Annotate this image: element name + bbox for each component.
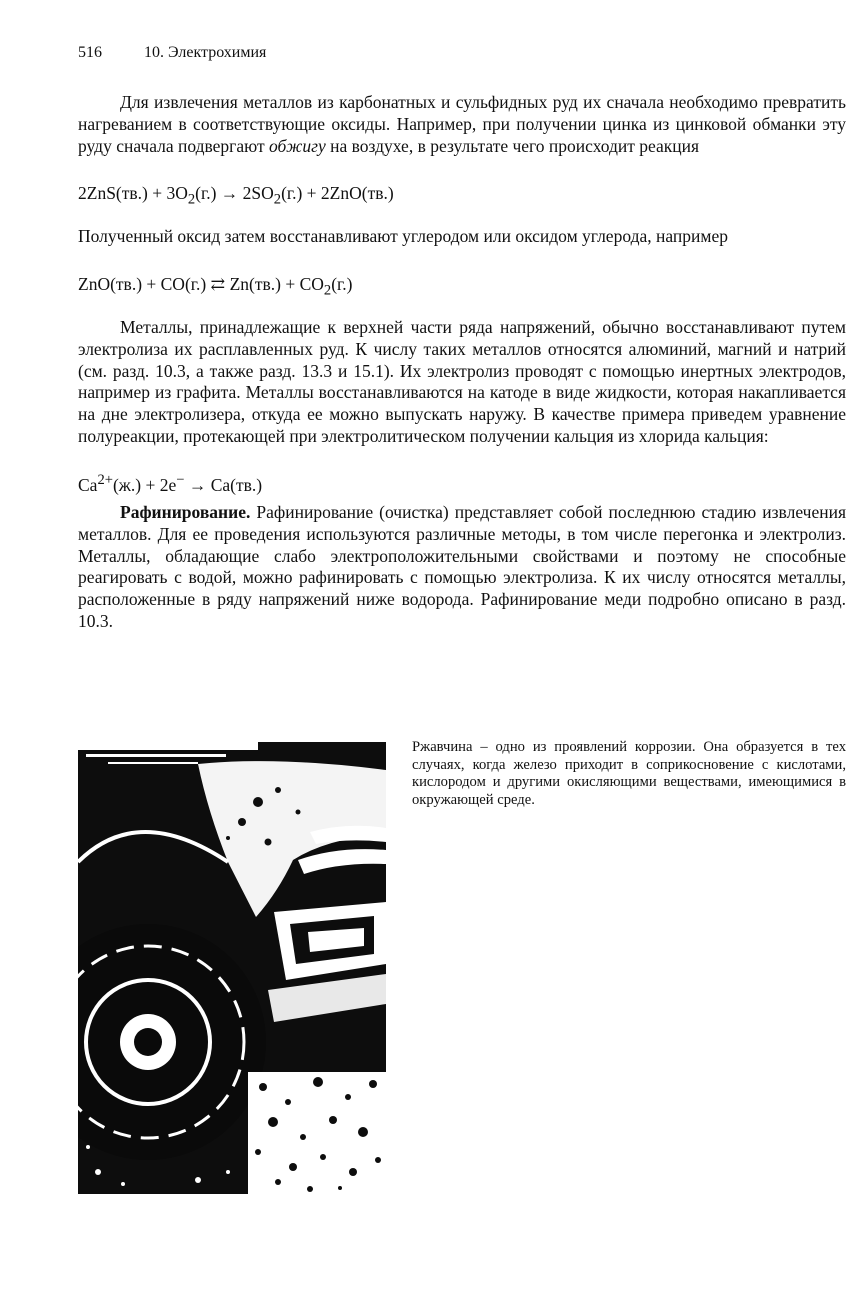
running-header [78, 44, 266, 62]
rusted-car-photo [78, 742, 386, 1194]
paragraph-3: Металлы, принадлежащие к верхней части ряда напряжений, обычно восстанавливают путем электролиза их расплавленных руд. К числу таких металлов относятся алюминий, магний и натрий (см. разд. 10.3, а также разд. 13.3 и 15.1). Их электролиз проводят с помощью инертных электродов, например из графита. Металлы восстанавливаются на катоде в виде жидкости, которая накапливается на дне электролизера, откуда ее можно выпускать наружу. В качестве примера приведем уравнение полуреакции, протекающей при электролитическом получении кальция из хлорида кальция: [78, 317, 846, 446]
refining-heading: Рафинирование. [120, 502, 251, 522]
page-number: 516 [78, 44, 102, 61]
rusted-car-illustration [78, 742, 386, 1194]
paragraph-4 [78, 502, 846, 633]
paragraph-1-tail: на воздухе, в результате чего происходит реакция [330, 135, 700, 156]
paragraph-4-text: Рафинирование (очистка) представляет собой последнюю стадию извлечения металлов. Для ее проведения используются различные методы, в том числе перегонка и электролиз. Металлы, обладающие слабо электроположительными свойствами и поэтому не способные реагировать с водой, можно рафинировать с помощью электролиза. К их числу относятся металлы, расположенные в ряду напряжений ниже водорода. Рафинирование меди подробно описано в разд. 10.3. [78, 502, 846, 631]
paragraph-1-text: Для извлечения металлов из карбонатных и сульфидных руд их сначала необходимо превратить нагреванием в соответствующие оксиды. Например, при получении цинка из цинковой обманки эту руду сначала подвергают [78, 92, 846, 156]
figure-caption: Ржавчина – одно из проявлений коррозии. Она образуется в тех случаях, когда железо приходит в соприкосновение с кислотами, кислородом и другими окисляющими веществами, имеющимися в окружающей среде. [412, 739, 846, 808]
equation-zns-roasting: $2ZnS(тв.) + 3O_2(г.) \to 2SO_2(г.) + 2ZnO(тв.)$ [78, 183, 394, 208]
equation-zno-reduction: ZnO(тв.) + CO(г.) ⇄ $Zn(тв.) + CO_2(г.)$ [78, 274, 353, 299]
equation-calcium-reduction: $Ca^{2+}(ж.) + 2e^- \to Ca(тв.)$ [78, 472, 263, 495]
paragraph-2: Полученный оксид затем восстанавливают углеродом или оксидом углерода, например [78, 226, 728, 246]
roasting-term: обжигу [269, 135, 326, 156]
chapter-title: 10. Электрохимия [144, 44, 267, 61]
paragraph-1 [78, 92, 846, 157]
